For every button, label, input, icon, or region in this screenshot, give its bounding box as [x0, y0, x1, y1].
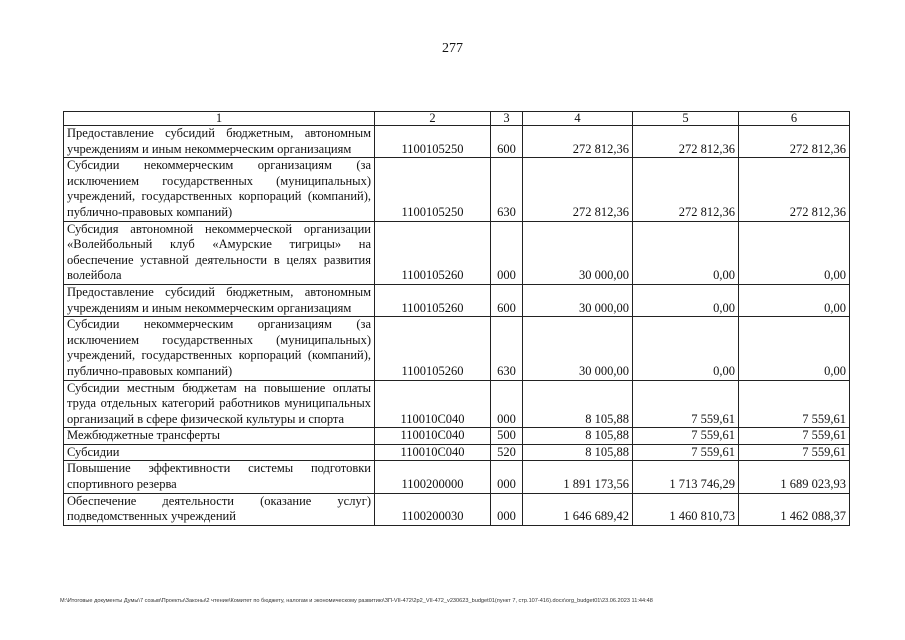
item-name-cell: Межбюджетные трансферты [64, 428, 375, 445]
target-code-cell: 1100105250 [375, 158, 491, 221]
amount-col4-cell: 272 812,36 [523, 158, 633, 221]
table-row [64, 126, 850, 158]
amount-col6-cell: 0,00 [739, 221, 850, 284]
amount-col4-cell: 8 105,88 [523, 380, 633, 428]
target-code-cell: 1100200030 [375, 493, 491, 525]
amount-col6-cell: 7 559,61 [739, 380, 850, 428]
amount-col5-cell: 272 812,36 [633, 158, 739, 221]
amount-col6-cell: 0,00 [739, 284, 850, 316]
amount-col4-cell: 1 891 173,56 [523, 461, 633, 493]
amount-col5-cell: 1 713 746,29 [633, 461, 739, 493]
expense-type-cell: 520 [491, 444, 523, 461]
target-code-cell: 1100200000 [375, 461, 491, 493]
amount-col5-cell: 272 812,36 [633, 126, 739, 158]
item-name-cell: Повышение эффективности системы подготовки спортивного резерва [64, 461, 375, 493]
expense-type-cell: 630 [491, 158, 523, 221]
table-row [64, 380, 850, 428]
table-row [64, 317, 850, 380]
header-cell: 5 [633, 112, 739, 126]
amount-col5-cell: 0,00 [633, 317, 739, 380]
expense-type-cell: 000 [491, 493, 523, 525]
header-cell: 6 [739, 112, 850, 126]
item-name-cell: Субсидии некоммерческим организациям (за исключением государственных (муниципальных) учреждений, государственных корпораций (компаний), публично-правовых компаний) [64, 158, 375, 221]
header-cell: 4 [523, 112, 633, 126]
header-cell: 1 [64, 112, 375, 126]
amount-col5-cell: 7 559,61 [633, 428, 739, 445]
target-code-cell: 1100105260 [375, 221, 491, 284]
amount-col6-cell: 7 559,61 [739, 428, 850, 445]
amount-col6-cell: 272 812,36 [739, 126, 850, 158]
target-code-cell: 110010С040 [375, 380, 491, 428]
amount-col4-cell: 8 105,88 [523, 428, 633, 445]
amount-col4-cell: 8 105,88 [523, 444, 633, 461]
target-code-cell: 1100105260 [375, 284, 491, 316]
expense-type-cell: 000 [491, 221, 523, 284]
budget-table [63, 111, 850, 526]
table-row [64, 428, 850, 445]
item-name-cell: Предоставление субсидий бюджетным, автономным учреждениям и иным некоммерческим организациям [64, 284, 375, 316]
item-name-cell: Субсидии [64, 444, 375, 461]
item-name-cell: Субсидии некоммерческим организациям (за исключением государственных (муниципальных) учреждений, государственных корпораций (компаний), публично-правовых компаний) [64, 317, 375, 380]
table-row [64, 444, 850, 461]
table-row [64, 461, 850, 493]
item-name-cell: Субсидии местным бюджетам на повышение оплаты труда отдельных категорий работников муниципальных организаций в сфере физической культуры и спорта [64, 380, 375, 428]
expense-type-cell: 600 [491, 284, 523, 316]
amount-col4-cell: 30 000,00 [523, 221, 633, 284]
expense-type-cell: 500 [491, 428, 523, 445]
document-path-footer: M:\Итоговые документы Думы\7 созыв\Проекты\Законы\2 чтение\Комитет по бюджету, налогам и экономическому развитию\ЗП-VII-472\2p2_VII-472_v230623_budget01(пункт 7, стр.107-416).docx\org_budget01\23.06.2023 11:44:48 [60, 598, 653, 604]
header-cell: 2 [375, 112, 491, 126]
table-row [64, 284, 850, 316]
amount-col4-cell: 272 812,36 [523, 126, 633, 158]
table-row [64, 493, 850, 525]
item-name-cell: Обеспечение деятельности (оказание услуг) подведомственных учреждений [64, 493, 375, 525]
amount-col5-cell: 1 460 810,73 [633, 493, 739, 525]
expense-type-cell: 600 [491, 126, 523, 158]
amount-col6-cell: 1 462 088,37 [739, 493, 850, 525]
amount-col5-cell: 0,00 [633, 284, 739, 316]
amount-col5-cell: 7 559,61 [633, 380, 739, 428]
header-row [64, 112, 850, 126]
target-code-cell: 110010С040 [375, 444, 491, 461]
expense-type-cell: 000 [491, 380, 523, 428]
target-code-cell: 1100105250 [375, 126, 491, 158]
page-number: 277 [442, 41, 463, 56]
amount-col6-cell: 272 812,36 [739, 158, 850, 221]
amount-col6-cell: 0,00 [739, 317, 850, 380]
target-code-cell: 1100105260 [375, 317, 491, 380]
amount-col4-cell: 30 000,00 [523, 317, 633, 380]
item-name-cell: Предоставление субсидий бюджетным, автономным учреждениям и иным некоммерческим организациям [64, 126, 375, 158]
amount-col6-cell: 7 559,61 [739, 444, 850, 461]
amount-col4-cell: 30 000,00 [523, 284, 633, 316]
target-code-cell: 110010С040 [375, 428, 491, 445]
item-name-cell: Субсидия автономной некоммерческой организации «Волейбольный клуб «Амурские тигрицы» на обеспечение уставной деятельности в целях развития волейбола [64, 221, 375, 284]
amount-col5-cell: 7 559,61 [633, 444, 739, 461]
expense-type-cell: 000 [491, 461, 523, 493]
header-cell: 3 [491, 112, 523, 126]
table-row [64, 158, 850, 221]
amount-col4-cell: 1 646 689,42 [523, 493, 633, 525]
table-row [64, 221, 850, 284]
expense-type-cell: 630 [491, 317, 523, 380]
amount-col6-cell: 1 689 023,93 [739, 461, 850, 493]
amount-col5-cell: 0,00 [633, 221, 739, 284]
